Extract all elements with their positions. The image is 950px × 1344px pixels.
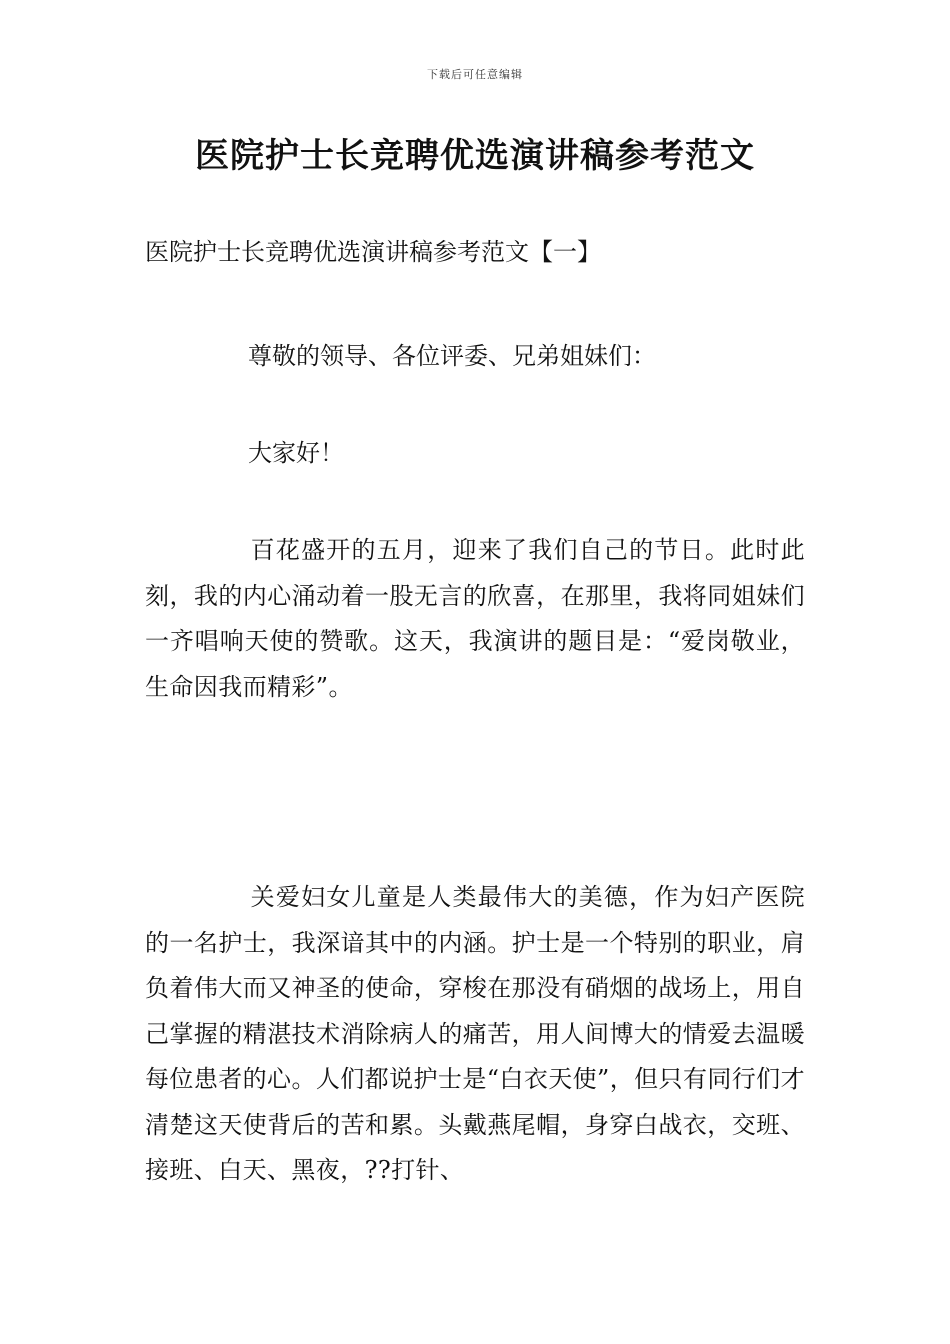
body-paragraph: 关爱妇女儿童是人类最伟大的美德，作为妇产医院的一名护士，我深谙其中的内涵。护士是一个特别的职业，肩负着伟大而又神圣的使命，穿梭在那没有硝烟的战场上，用自己掌握的精湛技术消除病人的痛苦，用人间博大的情爱去温暖每位患者的心。人们都说护士是“白衣天使”，但只有同行们才清楚这天使背后的苦和累。头戴燕尾帽，身穿白战衣，交班、接班、白天、黑夜，??打针、: [145, 883, 805, 1184]
section-title: 医院护士长竞聘优选演讲稿参考范文【一】: [145, 238, 601, 266]
greeting: 大家好！: [248, 439, 344, 467]
document-title: 医院护士长竞聘优选演讲稿参考范文: [195, 136, 755, 176]
header-note: 下载后可任意编辑: [427, 68, 523, 81]
body-paragraph: 百花盛开的五月，迎来了我们自己的节日。此时此刻，我的内心涌动着一股无言的欣喜，在那里，我将同姐妹们一齐唱响天使的赞歌。这天，我演讲的题目是：“爱岗敬业，生命因我而精彩”。: [145, 536, 805, 701]
salutation: 尊敬的领导、各位评委、兄弟姐妹们：: [248, 342, 656, 370]
